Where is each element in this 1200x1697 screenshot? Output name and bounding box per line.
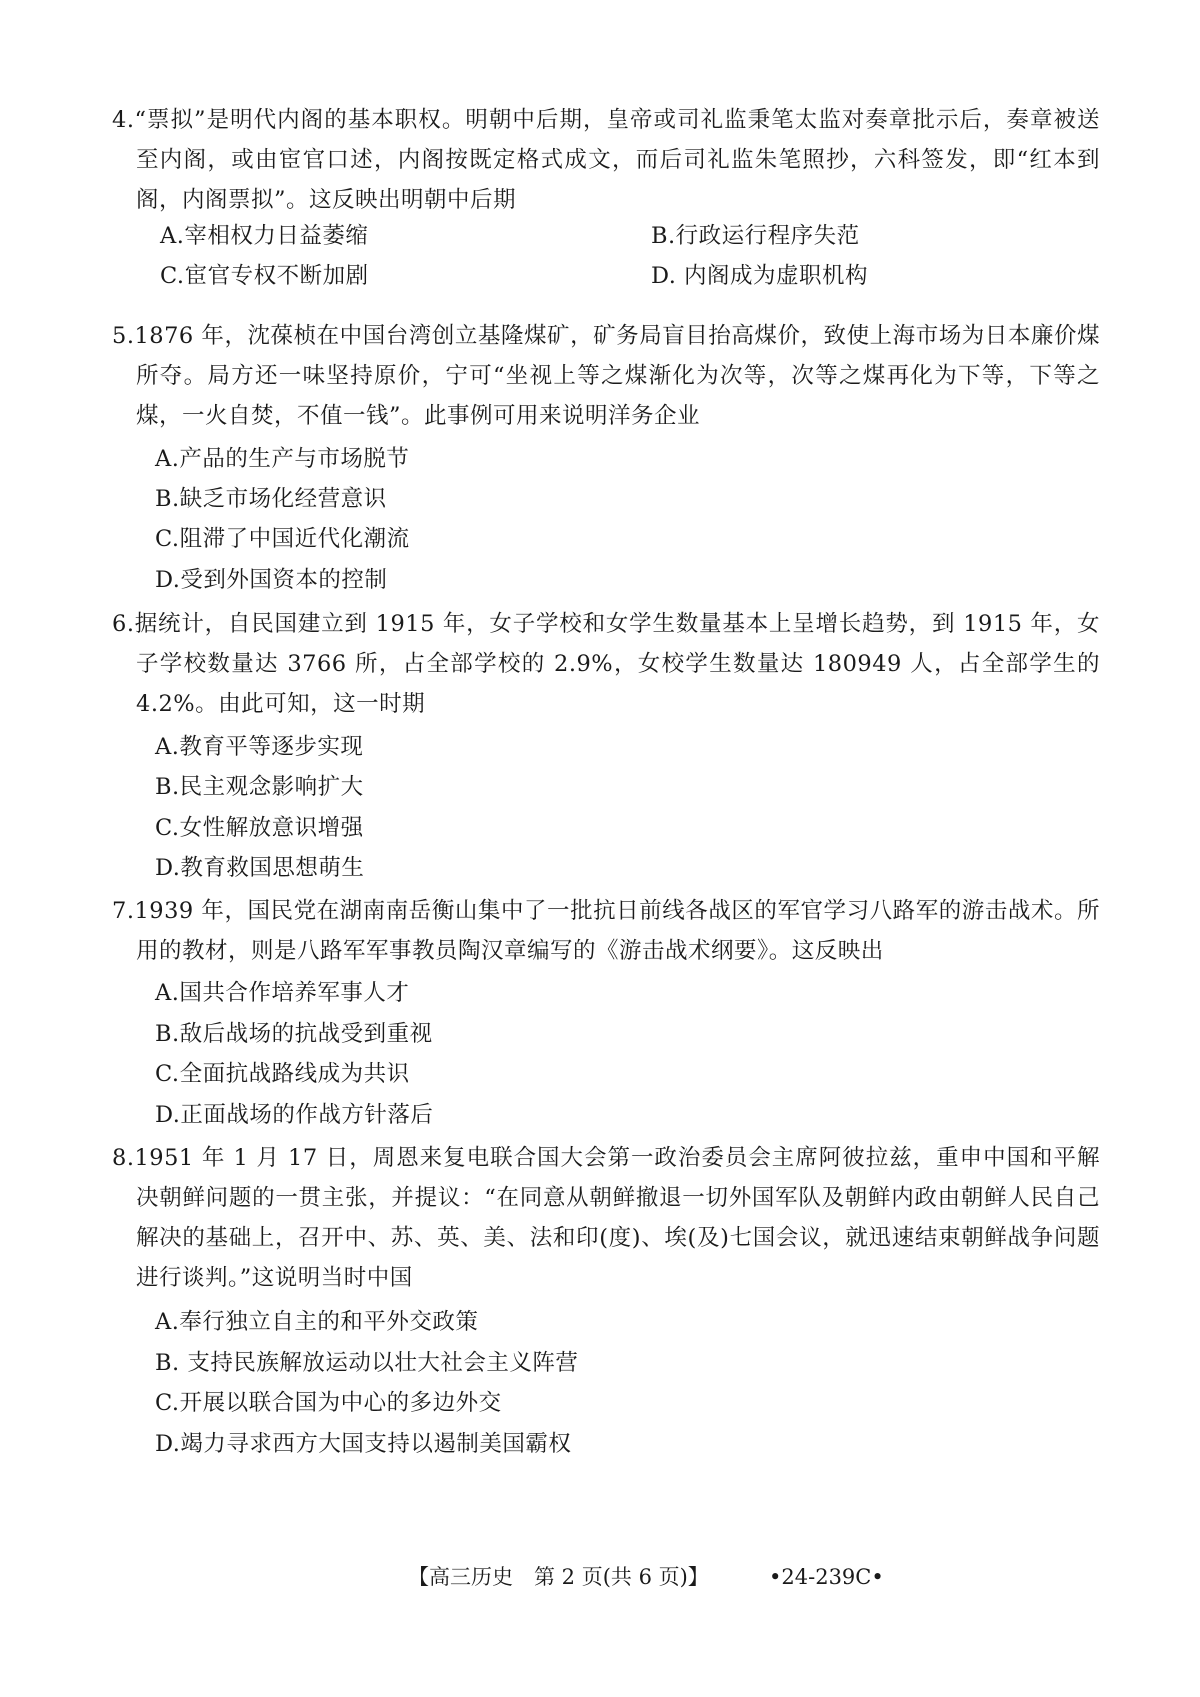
option-d: D. 内阁成为虚职机构: [651, 263, 869, 289]
question-stem: 8.1951 年 1 月 17 日，周恩来复电联合国大会第一政治委员会主席阿彼拉兹，重申中国和平解决朝鲜问题的一贯主张，并提议：“在同意从朝鲜撤退一切外国军队及朝鲜内政由朝鲜人民自己解决的基础上，召开中、苏、英、美、法和印(度)、埃(及)七国会议，就迅速结束朝鲜战争问题进行谈判。”这说明当时中国: [112, 1145, 1100, 1291]
option-b: B.民主观念影响扩大: [155, 774, 364, 800]
option-d: D.受到外国资本的控制: [155, 567, 388, 593]
option-a: A.宰相权力日益萎缩: [160, 223, 369, 249]
option-d: D.正面战场的作战方针落后: [155, 1102, 434, 1128]
option-c: C.全面抗战路线成为共识: [155, 1061, 410, 1087]
option-d: D.教育救国思想萌生: [155, 855, 365, 881]
option-c: C.宦官专权不断加剧: [160, 263, 369, 289]
option-c: C.阻滞了中国近代化潮流: [155, 526, 410, 552]
option-a: A.奉行独立自主的和平外交政策: [155, 1309, 479, 1335]
option-b: B.行政运行程序失范: [651, 223, 860, 249]
footer-page-label: 【高三历史 第 2 页(共 6 页)】: [408, 1565, 709, 1589]
question-stem: 5.1876 年，沈葆桢在中国台湾创立基隆煤矿，矿务局盲目抬高煤价，致使上海市场为日本廉价煤所夺。局方还一味坚持原价，宁可“坐视上等之煤渐化为次等，次等之煤再化为下等，下等之煤，一火自焚，不值一钱”。此事例可用来说明洋务企业: [112, 323, 1100, 429]
question-stem: 6.据统计，自民国建立到 1915 年，女子学校和女学生数量基本上呈增长趋势，到 1915 年，女子学校数量达 3766 所，占全部学校的 2.9%，女校学生数量达 180949 人，占全部学生的 4.2%。由此可知，这一时期: [112, 611, 1100, 717]
option-b: B.敌后战场的抗战受到重视: [155, 1021, 433, 1047]
option-b: B.缺乏市场化经营意识: [155, 486, 387, 512]
option-c: C.开展以联合国为中心的多边外交: [155, 1390, 502, 1416]
option-c: C.女性解放意识增强: [155, 815, 364, 841]
option-d: D.竭力寻求西方大国支持以遏制美国霸权: [155, 1431, 572, 1457]
footer-exam-code: •24-239C•: [769, 1565, 884, 1589]
question-stem: 4.“票拟”是明代内阁的基本职权。明朝中后期，皇帝或司礼监秉笔太监对奏章批示后，奏章被送至内阁，或由宦官口述，内阁按既定格式成文，而后司礼监朱笔照抄，六科签发，即“红本到阁，内阁票拟”。这反映出明朝中后期: [112, 107, 1100, 213]
option-b: B. 支持民族解放运动以壮大社会主义阵营: [155, 1350, 579, 1376]
option-a: A.教育平等逐步实现: [155, 734, 364, 760]
option-a: A.产品的生产与市场脱节: [155, 446, 410, 472]
question-stem: 7.1939 年，国民党在湖南南岳衡山集中了一批抗日前线各战区的军官学习八路军的游击战术。所用的教材，则是八路军军事教员陶汉章编写的《游击战术纲要》。这反映出: [112, 898, 1100, 964]
option-a: A.国共合作培养军事人才: [155, 980, 410, 1006]
